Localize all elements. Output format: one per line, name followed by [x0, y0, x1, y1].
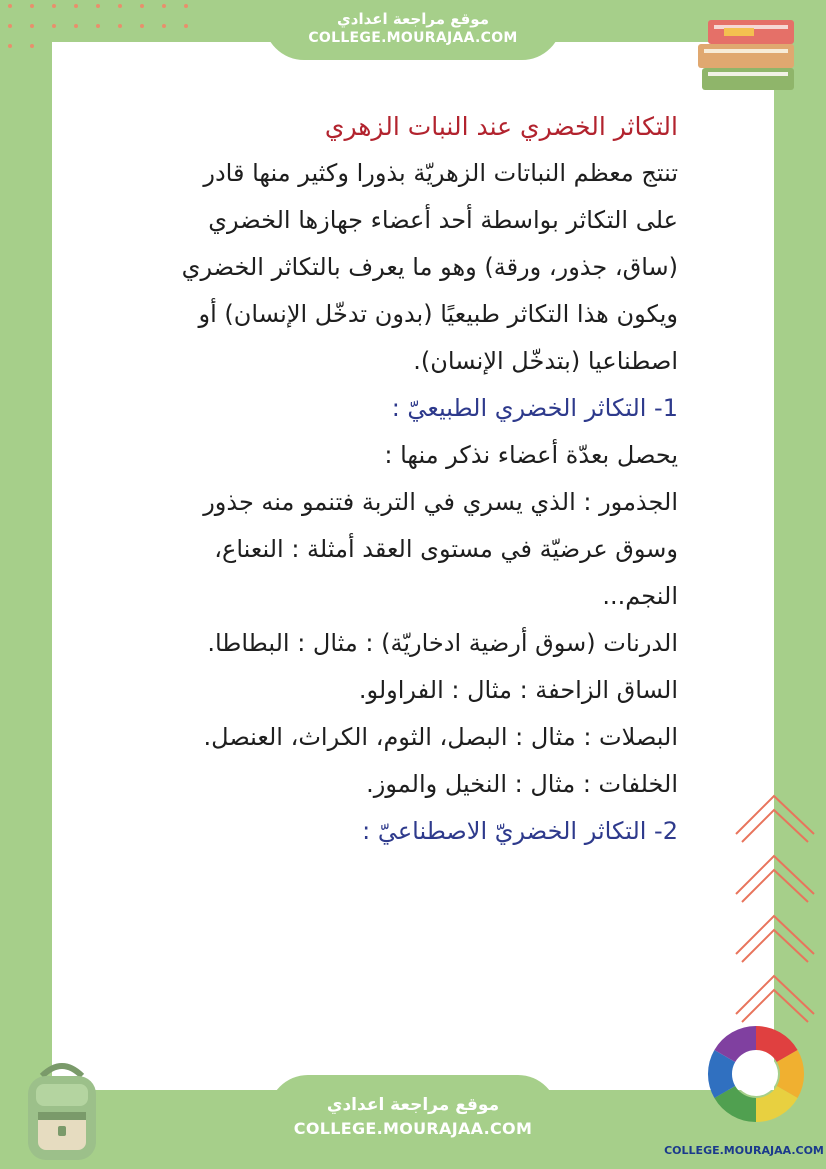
site-logo-icon — [694, 1022, 818, 1122]
books-icon — [694, 12, 804, 98]
intro-line: على التكاثر بواسطة أحد أعضاء جهازها الخضري — [208, 206, 678, 234]
example-line: البصلات : مثال : البصل، الثوم، الكراث، العنصل. — [203, 723, 678, 751]
intro-line: ويكون هذا التكاثر طبيعيًا (بدون تدخّل الإنسان) أو — [198, 300, 678, 328]
example-line: الساق الزاحفة : مثال : الفراولو. — [358, 676, 678, 704]
section2-heading: 2- التكاثر الخضريّ الاصطناعيّ : — [362, 817, 678, 845]
chevron-up-icon — [728, 790, 822, 1030]
lesson-title: التكاثر الخضري عند النبات الزهري — [324, 112, 678, 141]
intro-line: (ساق، جذور، ورقة) وهو ما يعرف بالتكاثر الخضري — [181, 253, 678, 281]
section1-line: يحصل بعدّة أعضاء نذكر منها : — [384, 441, 678, 469]
intro-line: تنتج معظم النباتات الزهريّة بذورا وكثير منها قادر — [203, 159, 678, 187]
section1-heading: 1- التكاثر الخضري الطبيعيّ : — [391, 394, 678, 422]
lesson-content — [130, 104, 678, 855]
section1-line: النجم... — [602, 582, 678, 610]
example-line: الدرنات (سوق أرضية ادخاريّة) : مثال : البطاطا. — [207, 629, 678, 657]
header-site-url[interactable]: COLLEGE.MOURAJAA.COM — [308, 30, 518, 46]
section1-line: وسوق عرضيّة في مستوى العقد أمثلة : النعناع، — [214, 535, 678, 563]
example-line: الخلفات : مثال : النخيل والموز. — [366, 770, 678, 798]
logo-caption[interactable]: COLLEGE.MOURAJAA.COM — [664, 1144, 824, 1157]
header-site-name: موقع مراجعة اعدادي — [337, 10, 489, 28]
section1-line: الجذمور : الذي يسري في التربة فتنمو منه جذور — [203, 488, 678, 516]
site-footer — [268, 1075, 558, 1169]
footer-site-name: موقع مراجعة اعدادي — [326, 1095, 500, 1115]
site-header — [264, 0, 562, 60]
footer-site-url[interactable]: COLLEGE.MOURAJAA.COM — [293, 1119, 533, 1138]
intro-line: اصطناعيا (بتدخّل الإنسان). — [413, 347, 678, 375]
backpack-icon — [14, 1056, 110, 1166]
